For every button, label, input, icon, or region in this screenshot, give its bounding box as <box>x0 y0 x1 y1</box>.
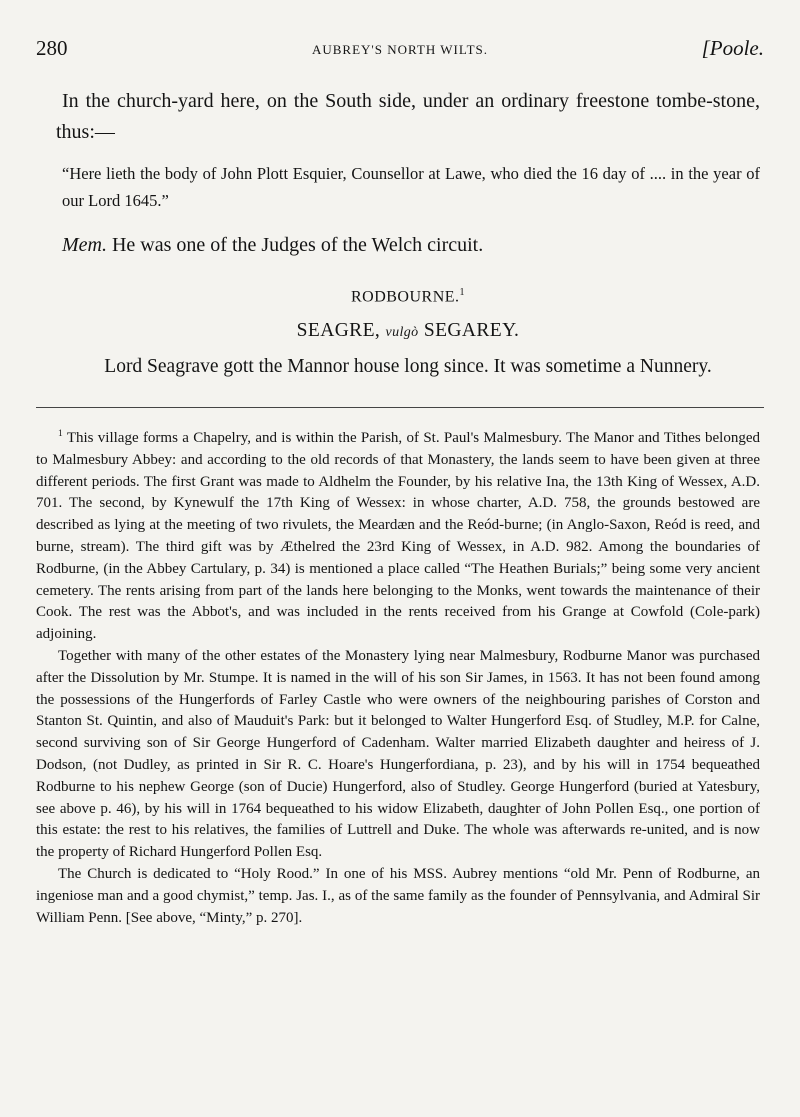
footnote-paragraph-3: The Church is dedicated to “Holy Rood.” In one of his MSS. Aubrey mentions “old Mr. Penn of Rodburne, an ingeniose man and a good chymist,” temp. Jas. I., as of the same family as the founder of Pennsylvania, and Admiral Sir William Penn. [See above, “Minty,” p. 270]. <box>36 865 760 926</box>
footnote-paragraph-2: Together with many of the other estates of the Monastery lying near Malmesbury, Rodburne Manor was purchased after the Dissolution by Mr. Stumpe. It is named in the will of his son Sir James, in 1563. It has not been found among the possessions of the Hungerfords of Farley Castle who were owners of the neighbouring parishes of Corston and Stanton St. Quintin, and also of Mauduit's Park: but it belonged to Walter Hungerford Esq. of Studley, M.P. for Calne, second surviving son of Sir George Hungerford of Cadenham. Walter married Elizabeth daughter and heiress of J. Dodson, (not Dudley, as printed in Sir R. C. Hoare's Hungerfordiana, p. 23), and by his will in 1754 bequeathed Rodburne to his nephew George (son of Ducie) Hungerford, also of Studley. George Hungerford (buried at Yatesbury, see above p. 46), by his will in 1764 bequeathed to his widow Elizabeth, daughter of John Pollen Esq., one portion of this estate: the rest to his relatives, the families of Luttrell and Duke. The whole was afterwards re-united, and is now the property of Richard Hungerford Pollen Esq. <box>36 647 760 861</box>
sub-heading-vulgo: vulgò <box>385 325 419 341</box>
main-text <box>56 86 760 378</box>
footnote-divider <box>36 407 764 408</box>
intro-paragraph: In the church-yard here, on the South side, under an ordinary freestone tombe-stone, thus:— <box>56 90 760 143</box>
epitaph-quote: “Here lieth the body of John Plott Esquier, Counsellor at Lawe, who died the 16 day of .... in the year of our Lord 1645.” <box>62 164 760 210</box>
lord-line: Lord Seagrave gott the Mannor house long since. It was sometime a Nunnery. <box>104 356 712 378</box>
running-title: AUBREY'S NORTH WILTS. <box>311 42 489 57</box>
memorandum <box>62 234 760 257</box>
footnote-ref[interactable]: 1 <box>459 287 466 298</box>
footnotes <box>36 424 760 929</box>
place-heading <box>56 287 760 306</box>
page-header <box>36 36 764 66</box>
footnote-paragraph-1 <box>36 424 760 646</box>
mem-text: He was one of the Judges of the Welch circuit. <box>111 234 484 256</box>
sub-heading-a: SEAGRE, <box>296 320 381 342</box>
footnote-1-text: This village forms a Chapelry, and is within the Parish, of St. Paul's Malmesbury. The Manor and Tithes belonged to Malmesbury Abbey: and according to the old records of that Monastery, the lands seem to have been given at three different periods. The first Grant was made to Aldhelm the Founder, by his relative Ina, the 13th King of Wessex, A.D. 701. The second, by Kynewulf the 17th King of Wessex: in whose charter, A.D. 758, the grounds bestowed are described as lying at the meeting of two rivulets, the Meardæn and the Reód-burne; (in Anglo-Saxon, Reód is reed, and burne, stream). The third gift was by Æthelred the 23rd King of Wessex, in A.D. 982. Among the boundaries of Rodburne, (in the Abbey Cartulary, p. 34) is mentioned a place called “The Heathen Burials;” being some very ancient cemetery. The rents arising from part of the lands here belonging to the Monks, went towards the maintenance of their Cook. The rest was the Abbot's, and was included in the rents received from his Grange at Cowfold (Cole-park) adjoining. <box>36 430 761 643</box>
mem-label: Mem. <box>62 234 107 256</box>
section-label: [Poole. <box>701 36 764 60</box>
sub-heading-b: SEGAREY. <box>423 320 520 342</box>
sub-heading <box>56 320 760 342</box>
footnote-mark: 1 <box>58 429 63 439</box>
page-number: 280 <box>36 36 68 60</box>
place-heading-text: RODBOURNE. <box>350 288 460 306</box>
